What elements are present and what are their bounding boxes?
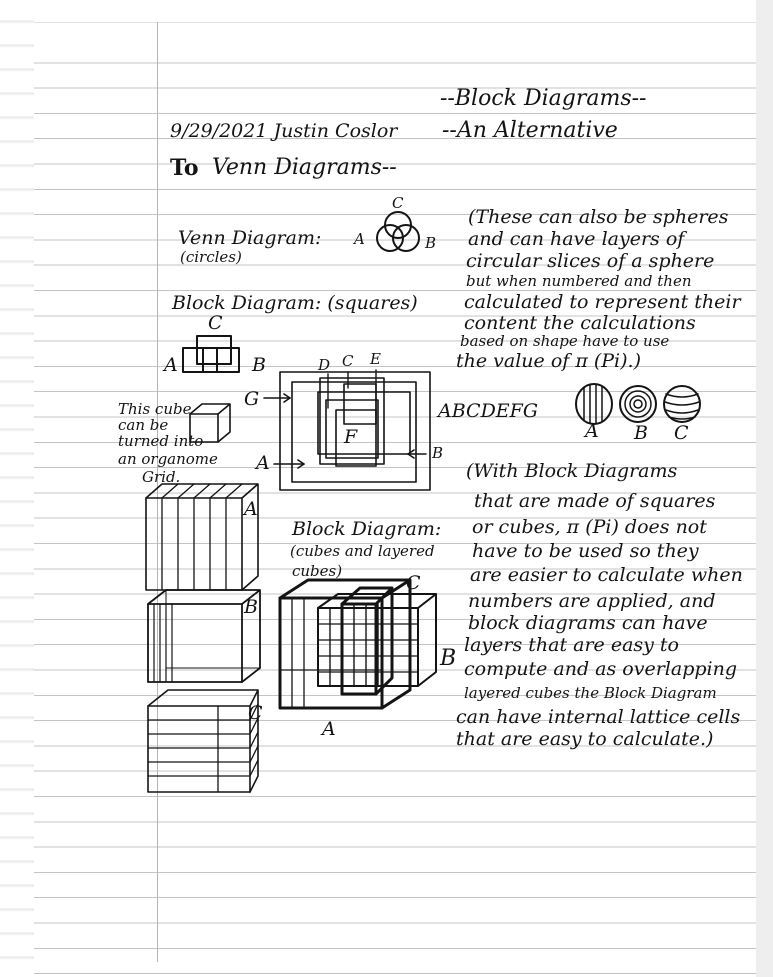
note-blocks-line: that are made of squares [474, 490, 716, 512]
note-spheres-line: and can have layers of [468, 228, 685, 250]
lattice-cubes [140, 480, 270, 800]
venn-label: Venn Diagram: [178, 227, 322, 249]
sphere-label-a: A [585, 420, 599, 442]
note-blocks-line: or cubes, π (Pi) does not [472, 516, 707, 538]
small-square-label-c: C [208, 312, 223, 334]
heading-line2: --An Alternative [442, 118, 618, 143]
venn-label-b: B [425, 234, 437, 252]
note-blocks-line: layered cubes the Block Diagram [464, 684, 717, 702]
small-cube-drawing [186, 400, 236, 450]
venn-label-c: C [392, 194, 404, 212]
overlapping-cubes-diagram [272, 574, 452, 724]
nested-label-c: C [342, 352, 354, 370]
lattice-label-c: C [248, 702, 263, 724]
nested-label-f: F [344, 426, 358, 448]
note-blocks-line: have to be used so they [472, 540, 699, 562]
nested-letters: ABCDEFG [438, 400, 539, 422]
note-spheres-line: (These can also be spheres [468, 206, 729, 228]
block-cubes-label1: Block Diagram: [292, 518, 442, 540]
note-blocks-line: that are easy to calculate.) [456, 728, 714, 750]
note-spheres-line: the value of π (Pi).) [456, 350, 641, 372]
lattice-cube-a [146, 484, 258, 590]
spiral-binding-edge [0, 0, 34, 977]
note-blocks-line: (With Block Diagrams [466, 460, 678, 482]
nested-squares-diagram [240, 356, 440, 500]
nested-label-e: E [370, 350, 381, 368]
block-cubes-label3: cubes) [292, 562, 343, 580]
note-spheres-line: circular slices of a sphere [466, 250, 715, 272]
cubes-label-c: C [406, 572, 421, 594]
note-spheres-line: based on shape have to use [460, 332, 670, 350]
heading-to: To [170, 155, 199, 181]
heading-line1: --Block Diagrams-- [440, 86, 647, 111]
lattice-label-a: A [244, 498, 258, 520]
block-cubes-label2: (cubes and layered [290, 542, 435, 560]
venn-diagram-circles [368, 208, 428, 258]
lattice-label-b: B [244, 596, 258, 618]
venn-sublabel: (circles) [180, 248, 242, 266]
cubes-label-a: A [322, 718, 336, 740]
nested-label-a: A [256, 452, 270, 474]
heading-line3: Venn Diagrams-- [212, 155, 397, 180]
note-spheres-line: content the calculations [464, 312, 696, 334]
cube-note-line: an organome [118, 450, 218, 468]
note-blocks-line: layers that are easy to [464, 634, 679, 656]
small-square-label-a: A [164, 354, 178, 376]
cube-note-line: This cube [118, 400, 192, 418]
sphere-label-c: C [674, 422, 689, 444]
nested-label-b: B [432, 444, 444, 462]
cube-note-line: can be [118, 416, 169, 434]
date-author: 9/29/2021 Justin Coslor [170, 120, 398, 142]
nested-label-d: D [318, 356, 331, 374]
cube-note-line: turned into [118, 432, 204, 450]
note-blocks-line: block diagrams can have [468, 612, 708, 634]
note-blocks-line: are easier to calculate when [470, 564, 743, 586]
note-blocks-line: can have internal lattice cells [456, 706, 741, 728]
note-blocks-line: numbers are applied, and [468, 590, 716, 612]
page-shadow-edge [756, 0, 773, 977]
cube-note-line: Grid. [142, 468, 181, 486]
small-square-label-b: B [252, 354, 266, 376]
nested-label-g: G [244, 388, 260, 410]
sphere-label-b: B [634, 422, 648, 444]
block-squares-label: Block Diagram: (squares) [172, 292, 418, 314]
note-blocks-line: compute and as overlapping [464, 658, 738, 680]
venn-label-a: A [354, 230, 365, 248]
cubes-label-b: B [440, 646, 457, 671]
lattice-cube-c [148, 690, 258, 792]
note-spheres-line: but when numbered and then [466, 272, 692, 290]
note-spheres-line: calculated to represent their [464, 291, 741, 313]
